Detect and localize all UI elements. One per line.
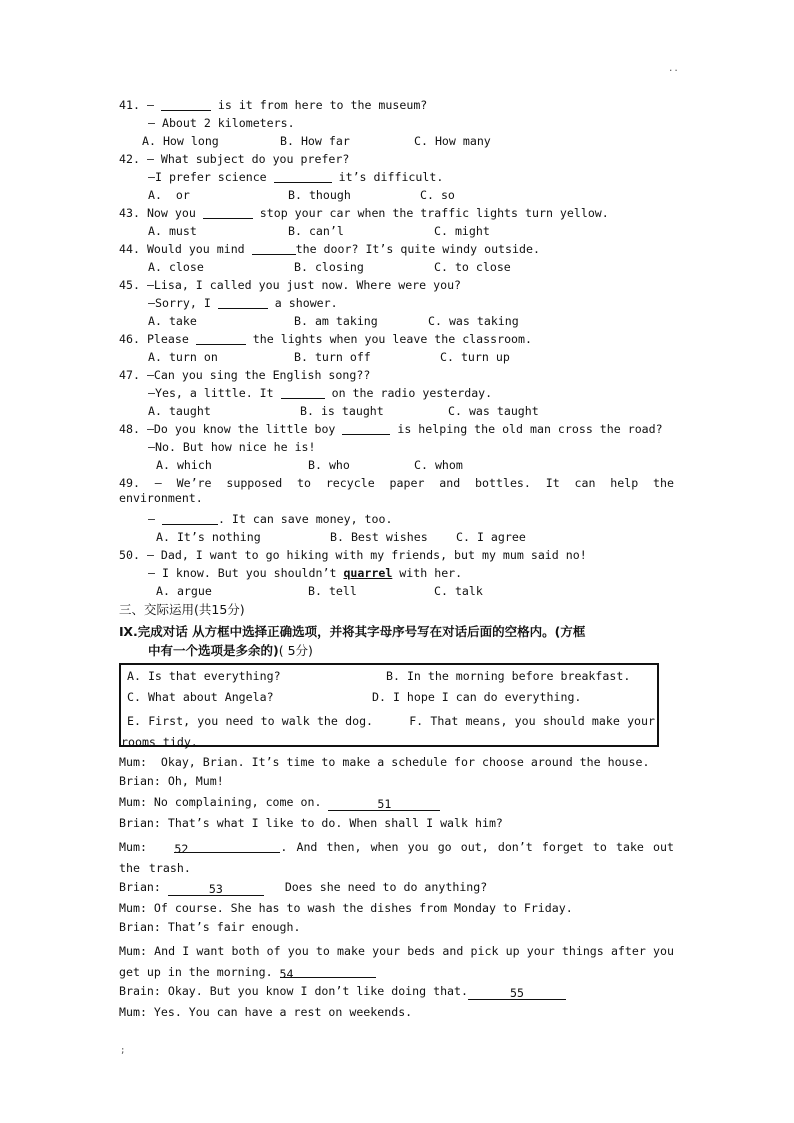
box-option-b: B. In the morning before breakfast. xyxy=(386,669,631,683)
option-46-c: C. turn up xyxy=(440,350,510,364)
option-42-c: C. so xyxy=(420,188,455,202)
option-43-b: B. can’l xyxy=(288,224,344,238)
box-option-e-f: E. First, you need to walk the dog. F. That means, you should make your rooms tidy. xyxy=(121,714,655,749)
dialogue-line-1: Mum: Okay, Brian. It’s time to make a schedule for choose around the house. xyxy=(119,755,650,769)
section-3-title: 三、交际运用(共15分) xyxy=(119,602,245,617)
question-41-reply: — About 2 kilometers. xyxy=(148,116,295,130)
dialogue-line-3: Mum: No complaining, come on. 51 xyxy=(119,795,440,811)
section-9-title-cont: 中有一个选项是多余的)( 5分) xyxy=(148,643,313,658)
header-mark: .. xyxy=(668,64,679,74)
dialogue-line-10: Brain: Okay. But you know I don’t like doing that. 55 xyxy=(119,984,566,1000)
dialogue-line-7: Mum: Of course. She has to wash the dishes from Monday to Friday. xyxy=(119,901,573,915)
option-43-c: C. might xyxy=(434,224,490,238)
option-50-a: A. argue xyxy=(156,584,212,598)
answer-blank-43 xyxy=(203,206,253,219)
question-46: 46. Please the lights when you leave the classroom. xyxy=(119,332,532,346)
option-49-b: B. Best wishes xyxy=(330,530,428,544)
option-42-a: A. or xyxy=(148,188,190,202)
blank-53: 53 xyxy=(168,882,264,896)
question-41: 41. — is it from here to the museum? xyxy=(119,98,428,112)
question-45: 45. —Lisa, I called you just now. Where were you? xyxy=(119,278,462,292)
answer-blank-41 xyxy=(161,98,211,111)
question-48-reply: —No. But how nice he is! xyxy=(148,440,316,454)
option-48-b: B. who xyxy=(308,458,350,472)
question-49-reply: — . It can save money, too. xyxy=(148,512,393,526)
question-44: 44. Would you mind the door? It’s quite windy outside. xyxy=(119,242,540,256)
option-47-b: B. is taught xyxy=(300,404,384,418)
blank-51: 51 xyxy=(328,797,440,811)
question-42-reply: —I prefer science it’s difficult. xyxy=(148,170,444,184)
keyword-quarrel: quarrel xyxy=(343,566,393,580)
box-option-d: D. I hope I can do everything. xyxy=(372,690,582,704)
option-47-c: C. was taught xyxy=(448,404,539,418)
question-42: 42. — What subject do you prefer? xyxy=(119,152,350,166)
blank-52: 52 xyxy=(174,839,280,853)
answer-blank-49 xyxy=(162,512,218,525)
box-option-c: C. What about Angela? xyxy=(127,690,274,704)
dialogue-line-4: Brian: That’s what I like to do. When shall I walk him? xyxy=(119,816,503,830)
option-48-c: C. whom xyxy=(414,458,463,472)
option-47-a: A. taught xyxy=(148,404,211,418)
option-44-c: C. to close xyxy=(434,260,511,274)
dialogue-line-11: Mum: Yes. You can have a rest on weekends. xyxy=(119,1005,413,1019)
section-9-title: Ⅸ.完成对话 从方框中选择正确选项，并将其字母序号写在对话后面的空格内。(方框 xyxy=(119,624,586,639)
question-47: 47. —Can you sing the English song?? xyxy=(119,368,371,382)
dialogue-line-9: Mum: And I want both of you to make your beds and pick up your things after you get up in the morning. 54 xyxy=(119,944,674,981)
option-50-c: C. talk xyxy=(434,584,483,598)
option-44-b: B. closing xyxy=(294,260,364,274)
option-49-a: A. It’s nothing xyxy=(156,530,261,544)
option-44-a: A. close xyxy=(148,260,204,274)
answer-blank-47 xyxy=(281,386,325,399)
box-option-a: A. Is that everything? xyxy=(127,669,281,683)
option-45-a: A. take xyxy=(148,314,197,328)
question-50-reply: — I know. But you shouldn’t quarrel with her. xyxy=(148,566,463,580)
answer-blank-44 xyxy=(252,242,296,255)
option-48-a: A. which xyxy=(156,458,212,472)
option-42-b: B. though xyxy=(288,188,351,202)
question-43: 43. Now you stop your car when the traffic lights turn yellow. xyxy=(119,206,609,220)
question-49: 49. — We’re supposed to recycle paper and bottles. It can help the environment. xyxy=(119,476,674,505)
option-43-a: A. must xyxy=(148,224,197,238)
dialogue-line-2: Brian: Oh, Mum! xyxy=(119,774,224,788)
option-50-b: B. tell xyxy=(308,584,357,598)
option-41-c: C. How many xyxy=(414,134,491,148)
dialogue-line-6: Brian: 53 Does she need to do anything? xyxy=(119,880,488,896)
blank-54: 54 xyxy=(280,964,376,978)
option-46-b: B. turn off xyxy=(294,350,371,364)
option-41-b: B. How far xyxy=(280,134,350,148)
option-46-a: A. turn on xyxy=(148,350,218,364)
blank-55: 55 xyxy=(468,986,566,1000)
answer-blank-46 xyxy=(196,332,246,345)
option-49-c: C. I agree xyxy=(456,530,526,544)
answer-blank-42 xyxy=(274,170,332,183)
footer-mark: ; xyxy=(120,1046,126,1056)
dialogue-line-5: Mum: 52 . And then, when you go out, don’t forget to take out the trash. xyxy=(119,840,674,875)
answer-blank-45 xyxy=(218,296,268,309)
answer-blank-48 xyxy=(342,422,390,435)
option-45-c: C. was taking xyxy=(428,314,519,328)
question-47-reply: —Yes, a little. It on the radio yesterday. xyxy=(148,386,493,400)
question-50: 50. — Dad, I want to go hiking with my friends, but my mum said no! xyxy=(119,548,587,562)
question-48: 48. —Do you know the little boy is helping the old man cross the road? xyxy=(119,422,663,436)
option-45-b: B. am taking xyxy=(294,314,378,328)
dialogue-line-8: Brian: That’s fair enough. xyxy=(119,920,301,934)
question-45-reply: —Sorry, I a shower. xyxy=(148,296,338,310)
option-41-a: A. How long xyxy=(142,134,219,148)
